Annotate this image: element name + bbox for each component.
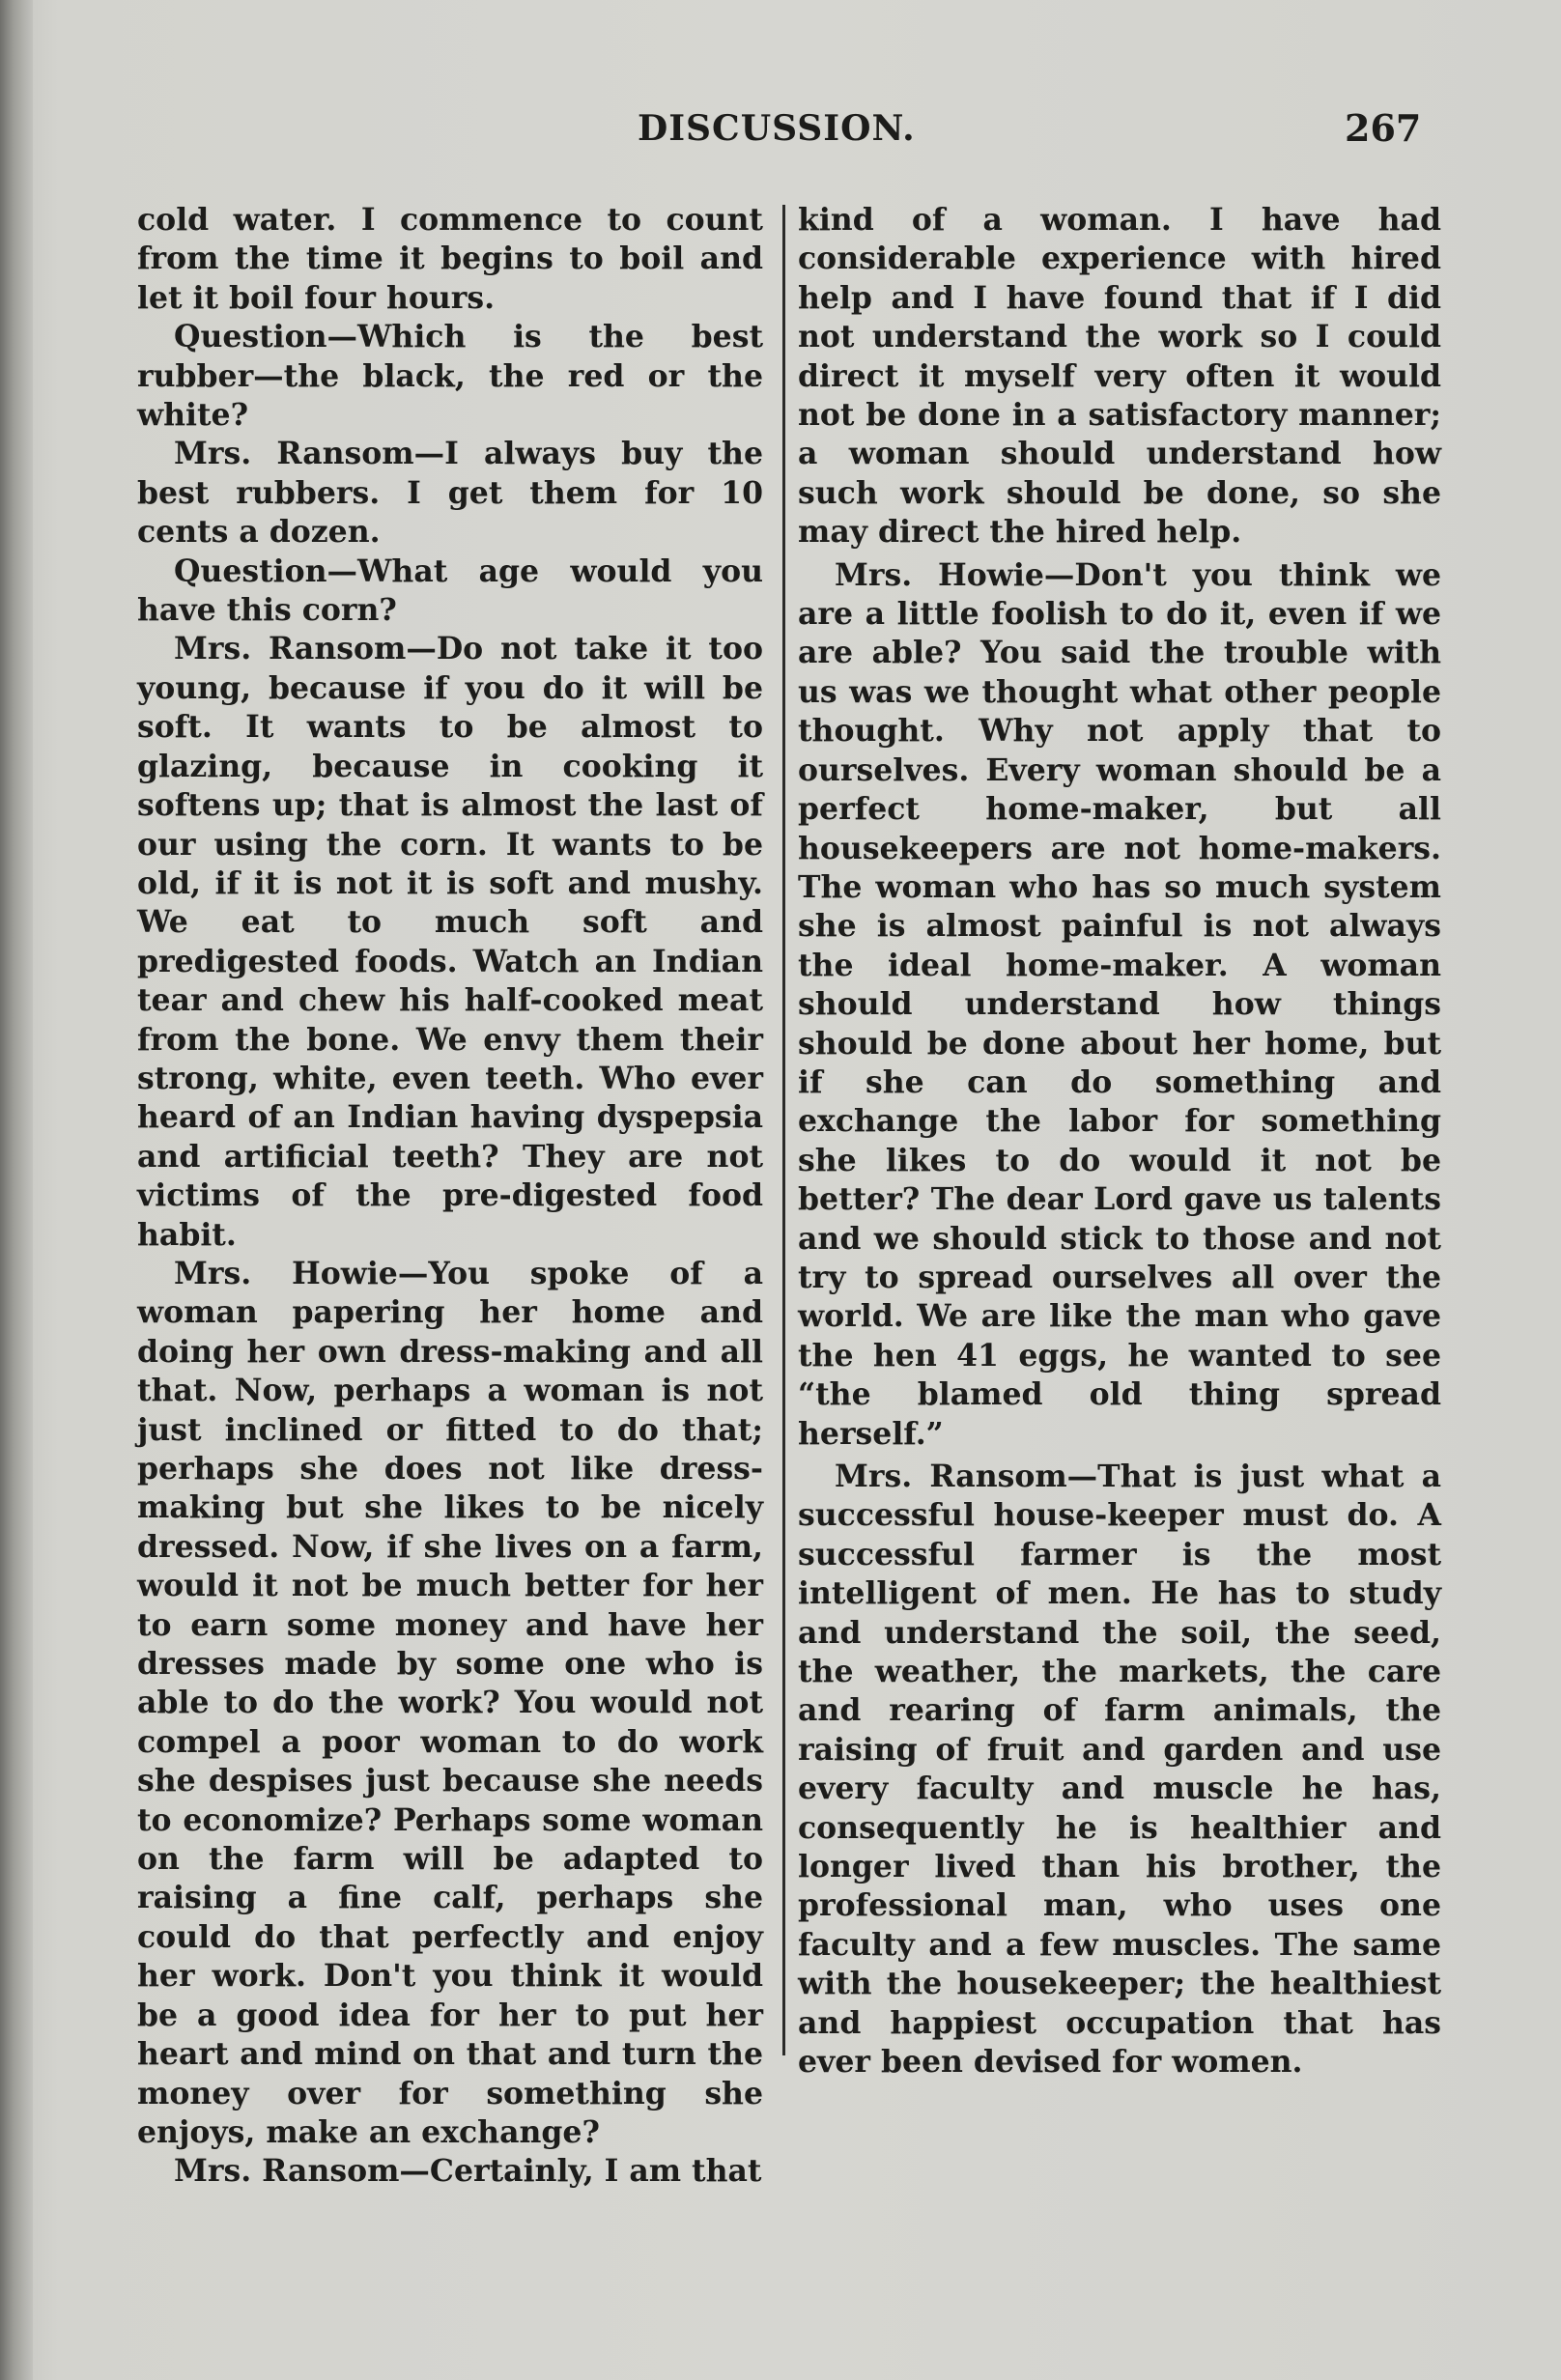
left-column [137,201,763,2192]
running-title: DISCUSSION. [638,108,916,149]
paragraph: cold water. I commence to count from the time it begins to boil and let it boil four hours. [137,202,763,316]
book-spine-shadow [0,0,33,2380]
column-divider [782,205,785,2055]
paragraph: Question—Which is the best rubber—the black, the red or the white? [137,319,763,434]
paragraph: Mrs. Ransom—Do not take it too young, because if you do it will be soft. It wants to be almost to glazing, because in cooking it softens up; that is almost the last of our using the corn. It wants to be old, if it is not it is soft and mushy. We eat to much soft and predigested foods. Watch an Indian tear and chew his half-cooked meat from the bone. We envy them their strong, white, even teeth. Who ever heard of an Indian having dyspepsia and artificial teeth? They are not victims of the pre-digested food habit. [137,631,763,1253]
paragraph: Mrs. Howie—You spoke of a woman papering her home and doing her own dress-making and all that. Now, perhaps a woman is not just inclined or fitted to do that; perhaps she does not like dress-making but she likes to be nicely dressed. Now, if she lives on a farm, would it not be much better for her to earn some money and have her dresses made by some one who is able to do the work? You would not compel a poor woman to do work she despises just because she needs to economize? Perhaps some woman on the farm will be adapted to raising a fine calf, perhaps she could do that perfectly and enjoy her work. Don't you think it would be a good idea for her to put her heart and mind on that and turn the money over for something she enjoys, make an exchange? [137,1255,763,2150]
right-column [798,201,1441,2082]
paragraph: Question—What age would you have this corn? [137,552,763,629]
paragraph: Mrs. Ransom—I always buy the best rubbers. I get them for 10 cents a dozen. [137,436,763,551]
paragraph: Mrs. Ransom—That is just what a successful house-keeper must do. A successful farmer is the most intelligent of men. He has to study and understand the soil, the seed, the weather, the markets, the care and rearing of farm animals, the raising of fruit and garden and use every faculty and muscle he has, consequently he is healthier and longer lived than his brother, the professional man, who uses one faculty and a few muscles. The same with the housekeeper; the healthiest and happiest occupation that has ever been devised for women. [798,1459,1441,2081]
page-number: 267 [1345,106,1422,150]
paragraph: Mrs. Howie—Don't you think we are a little foolish to do it, even if we are able? You said the trouble with us was we thought what other people thought. Why not apply that to ourselves. Every woman should be a perfect home-maker, but all housekeepers are not home-makers. The woman who has so much system she is almost painful is not always the ideal home-maker. A woman should understand how things should be done about her home, but if she can do something and exchange the labor for something she likes to do would it not be better? The dear Lord gave us talents and we should stick to those and not try to spread ourselves all over the world. We are like the man who gave the hen 41 eggs, he wanted to see “the blamed old thing spread herself.” [798,556,1441,1452]
paragraph: kind of a woman. I have had considerable experience with hired help and I have found that if I did not understand the work so I could direct it myself very often it would not be done in a satisfactory manner; a woman should understand how such work should be done, so she may direct the hired help. [798,202,1441,551]
paragraph: Mrs. Ransom—Certainly, I am that [174,2153,762,2190]
